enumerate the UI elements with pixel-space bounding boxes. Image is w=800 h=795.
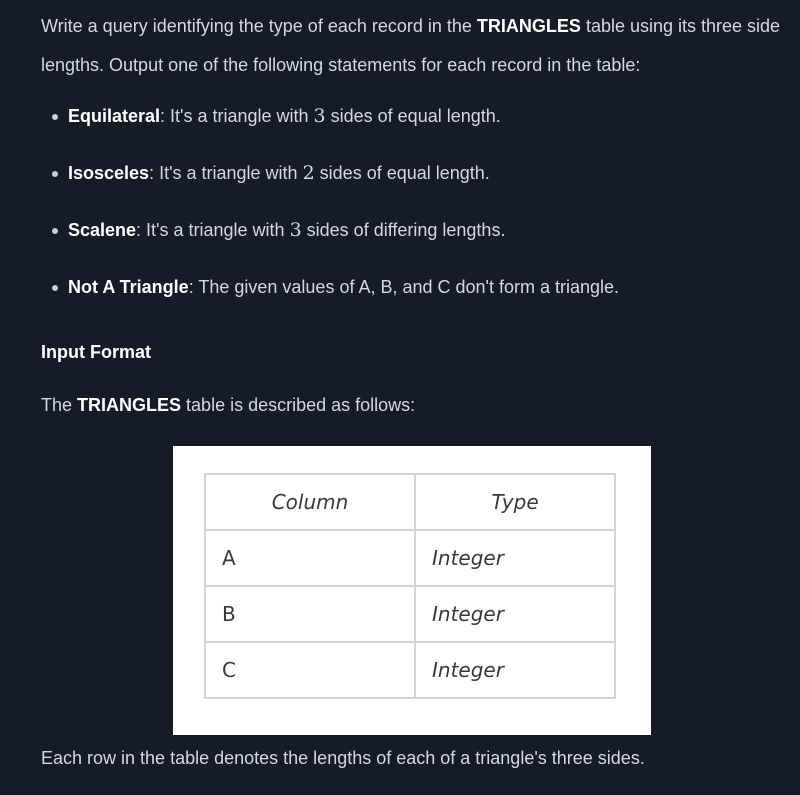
definition-text: : It's a triangle with <box>149 163 303 183</box>
cell-column-type: Integer <box>415 642 615 698</box>
definition-text: sides of differing lengths. <box>301 220 506 240</box>
term-isosceles: Isosceles <box>68 163 150 183</box>
intro-text-2: table using its three side lengths. Output one of the following statements for each record in the table: <box>41 16 781 75</box>
definition-text: : It's a triangle with <box>136 220 290 240</box>
number: 3 <box>289 219 302 241</box>
footer-text: Each row in the table denotes the lengths of each of a triangle's three sides. <box>41 748 645 768</box>
column-header-column: Column <box>205 474 415 530</box>
table-name: TRIANGLES <box>77 395 182 415</box>
definition-text: sides of equal length. <box>325 106 501 126</box>
list-item <box>41 154 619 211</box>
bullet-icon <box>52 114 58 120</box>
definition-text: sides of equal length. <box>314 163 490 183</box>
term-scalene: Scalene <box>68 220 137 240</box>
list-item <box>41 268 619 325</box>
cell-column-name: A <box>205 530 415 586</box>
table-description-text: table is described as follows: <box>181 395 416 415</box>
definition-text: : It's a triangle with <box>160 106 314 126</box>
term-not-a-triangle: Not A Triangle <box>68 277 189 297</box>
list-item <box>41 97 619 154</box>
intro-paragraph <box>41 0 781 85</box>
table-row <box>205 642 615 698</box>
definition-text: : The given values of A, B, and C don't form a triangle. <box>188 277 620 297</box>
cell-column-name: C <box>205 642 415 698</box>
intro-text-1: Write a query identifying the type of each record in the <box>41 16 477 36</box>
table-name: TRIANGLES <box>476 16 581 36</box>
schema-table <box>204 473 616 699</box>
cell-column-name: B <box>205 586 415 642</box>
table-row <box>205 530 615 586</box>
bullet-icon <box>52 171 58 177</box>
number: 2 <box>302 162 315 184</box>
term-equilateral: Equilateral <box>68 106 161 126</box>
table-header-row <box>205 474 615 530</box>
bullet-icon <box>52 228 58 234</box>
number: 3 <box>313 105 326 127</box>
table-description-text: The <box>41 395 78 415</box>
bullet-icon <box>52 285 58 291</box>
schema-table-image <box>173 446 651 735</box>
column-header-type: Type <box>415 474 615 530</box>
section-title-input-format: Input Format <box>41 342 151 362</box>
triangle-types-list <box>41 97 619 325</box>
table-row <box>205 586 615 642</box>
cell-column-type: Integer <box>415 530 615 586</box>
list-item <box>41 211 619 268</box>
cell-column-type: Integer <box>415 586 615 642</box>
table-description <box>41 395 415 416</box>
